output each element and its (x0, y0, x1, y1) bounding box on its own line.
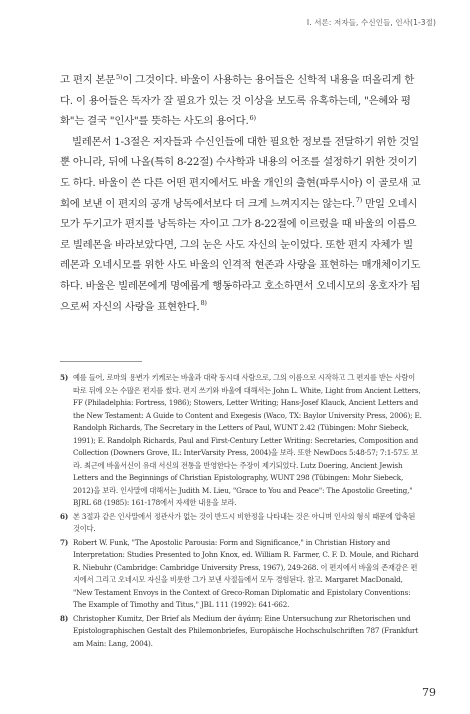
footnote-number: 8) (60, 613, 69, 623)
footnote-6 (60, 511, 422, 536)
running-head: I. 서론: 저자들, 수신인들, 인사(1-3절) (306, 18, 436, 27)
page-number: 79 (422, 686, 436, 699)
footnote-text: Christopher Kumitz, Der Brief als Medium der ἀγάπη: Eine Untersuchung zur Rhetorischen und Epistolographischen Gestalt des Philemonbriefes, Europäische Hochschulschriften 787 (Frankfurt am Main: Lang, 2004). (73, 613, 419, 648)
footnote-number: 7) (60, 537, 69, 547)
paragraph-2-text-b: 만일 오네시모가 두기고가 편지를 낭독하는 자이고 그가 8-22절에 이르렀을 때 바울의 이름으로 빌레몬을 바라보았다면, 그의 눈은 사도 자신의 눈이었다. 또한 편지 자체가 빌레몬과 오네시모를 위한 사도 바울의 인격적 현존과 사랑을 표현하는 매개체이기도 하다. 바울은 빌레몬에게 명예롭게 행동하라고 호소하면서 오네시모의 옹호자가 됨으로써 자신의 사랑을 표현한다. (60, 197, 421, 313)
footnote-divider (60, 361, 142, 362)
main-text (60, 70, 422, 317)
footnote-text: Robert W. Funk, "The Apostolic Parousia: Form and Significance," in Christian History and Interpretation: Studies Presented to John Knox, ed. William R. Farmer, C. F. D. Moule, and Richard R. Niebuhr (Cambridge: Cambridge University Press, 1967), 249-268. 이 편지에서 바울의 존재감은 편지에서 그리고 오네시모 자신을 비롯한 그가 보낸 사절들에서 모두 경험된다. 참고. Margaret MacDonald, "New Testament Envoys in the Context of Greco-Roman Diplomatic and Epistolary Conventions: The Example of Timothy and Titus," JBL 111 (1992): 641-662. (73, 537, 419, 609)
footnote-number: 6) (60, 511, 69, 521)
paragraph-2 (60, 132, 422, 317)
footnote-ref-8[interactable]: 8) (200, 299, 207, 308)
footnote-7 (60, 537, 422, 612)
paragraph-1-text-b: 이 그것이다. 바울이 사용하는 용어들은 신학적 내용을 떠올리게 한다. 이 용어들은 독자가 잘 필요가 있는 것 이상을 보도록 유혹하는데, "은혜와 평화"는 결국 "인사"를 뜻하는 사도의 용어다. (60, 74, 415, 128)
footnote-5 (60, 372, 422, 510)
footnotes (60, 372, 422, 651)
footnote-ref-6[interactable]: 6) (249, 113, 256, 122)
footnote-text: 본 3절과 같은 인사말에서 정관사가 없는 것이 반드시 비한정을 나타내는 것은 아니며 인사의 형식 때문에 압축된 것이다. (73, 511, 416, 533)
footnote-number: 5) (60, 373, 69, 382)
footnote-ref-5[interactable]: 5) (116, 72, 123, 81)
paragraph-1-text-a: 고 편지 본문 (60, 74, 116, 86)
footnote-text: 예를 들어, 로마의 용변가 키케로는 바울과 대략 동시대 사람으로, 그의 이름으로 시작하고 그 편지를 받는 사람이 따로 뒤에 오는 수많은 편지를 썼다. 편지 쓰기와 바울에 대해서는 John L. White, Light from Ancient Letters, FF (Philadelphia: Fortress, 1986); Stowers, Letter Writing; Hans-Josef Klauck, Ancient Letters and the New Testament: A Guide to Content and Exegesis (Waco, TX: Baylor University Press, 2006); E. Randolph Richards, The Secretary in the Letters of Paul, WUNT 2.42 (Tübingen: Mohr Siebeck, 1991); E. Randolph Richards, Paul and First-Century Letter Writing: Secretaries, Composition and Collection (Downers Grove, IL: InterVarsity Press, 2004)을 보라. 또한 NewDocs 5:48-57; 7:1-57도 보라. 최근에 바울서신이 유대 서신의 전통을 반영한다는 주장이 제기되었다. Lutz Doering, Ancient Jewish Letters and the Beginnings of Christian Epistolography, WUNT 298 (Tübingen: Mohr Siebeck, 2012)을 보라. 인사말에 대해서는 Judith M. Lieu, "Grace to You and Peace": The Apostolic Greeting," BJRL 68 (1985): 161-178에서 자세한 내용을 보라. (73, 373, 422, 507)
paragraph-2-text-a: 빌레몬서 1-3절은 저자들과 수신인들에 대한 필요한 정보를 전달하기 위한 것일 뿐 아니라, 뒤에 나올(특히 8-22절) 수사학과 내용의 어조를 설정하기 위한 것이기도 하다. 바울이 쓴 다른 어떤 편지에서도 바울 개인의 출현(파루시아) 이 골로새 교회에 보낸 이 편지의 공개 낭독에서보다 더 크게 느껴지지는 않는다. (60, 135, 421, 210)
paragraph-1 (60, 70, 422, 132)
footnote-ref-7[interactable]: 7) (355, 196, 363, 205)
footnote-8 (60, 613, 422, 651)
